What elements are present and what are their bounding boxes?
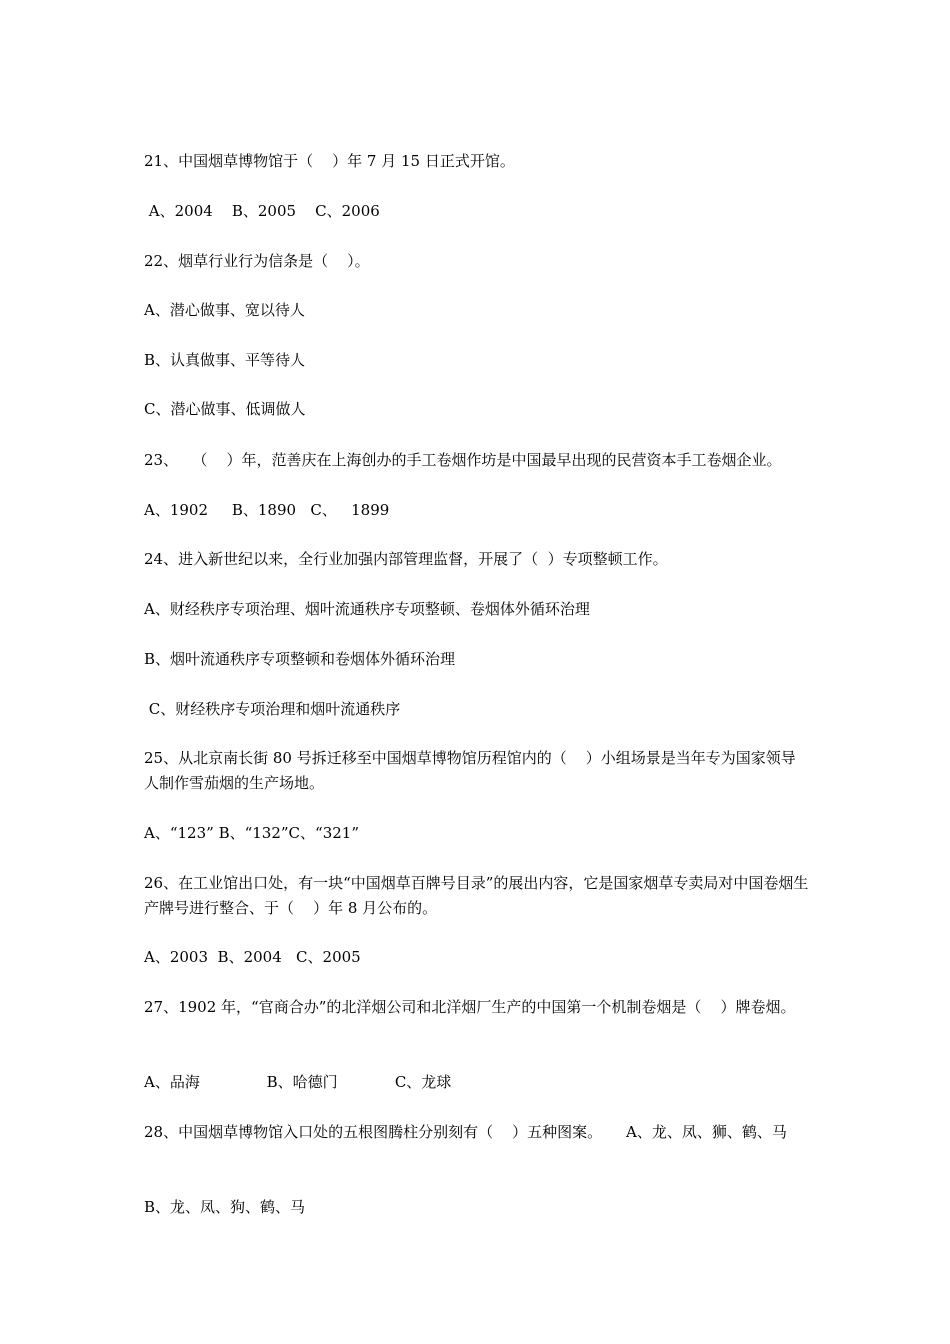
question-24-option-a: A、财经秩序专项治理、烟叶流通秩序专项整顿、卷烟体外循环治理 — [144, 600, 590, 618]
question-21-options: A、2004 B、2005 C、2006 — [144, 202, 380, 220]
question-22: 22、烟草行业行为信条是（ ）。 — [144, 252, 370, 270]
question-27-options: A、品海 B、哈德门 C、龙球 — [144, 1073, 452, 1091]
question-21: 21、中国烟草博物馆于（ ）年 7 月 15 日正式开馆。 — [144, 152, 515, 170]
question-24-option-b: B、烟叶流通秩序专项整顿和卷烟体外循环治理 — [144, 650, 456, 668]
question-23-options: A、1902 B、1890 C、 1899 — [144, 501, 390, 519]
question-23: 23、 （ ）年，范善庆在上海创办的手工卷烟作坊是中国最早出现的民营资本手工卷烟企业。 — [144, 451, 782, 469]
question-25-options: A、“123” B、“132”C、“321” — [144, 824, 360, 842]
question-28-option-b: B、龙、凤、狗、鹤、马 — [144, 1198, 306, 1216]
question-28: 28、中国烟草博物馆入口处的五根图腾柱分别刻有（ ）五种图案。 A、龙、凤、狮、鹤、马 — [144, 1123, 787, 1141]
question-26-options: A、2003 B、2004 C、2005 — [144, 948, 361, 966]
question-25: 25、从北京南长街 80 号拆迁移至中国烟草博物馆历程馆内的（ ）小组场景是当年专为国家领导人制作雪茄烟的生产场地。 — [144, 749, 796, 792]
question-22-option-a: A、潜心做事、宽以待人 — [144, 301, 305, 319]
question-22-option-c: C、潜心做事、低调做人 — [144, 400, 306, 418]
question-26: 26、在工业馆出口处，有一块“中国烟草百牌号目录”的展出内容，它是国家烟草专卖局对中国卷烟生产牌号进行整合、于（ ）年 8 月公布的。 — [144, 874, 809, 917]
question-22-option-b: B、认真做事、平等待人 — [144, 351, 306, 369]
question-24: 24、进入新世纪以来，全行业加强内部管理监督，开展了（ ）专项整顿工作。 — [144, 550, 668, 568]
question-24-option-c: C、财经秩序专项治理和烟叶流通秩序 — [144, 700, 401, 718]
question-27: 27、1902 年，“官商合办”的北洋烟公司和北洋烟厂生产的中国第一个机制卷烟是（ ）牌卷烟。 — [144, 998, 796, 1016]
